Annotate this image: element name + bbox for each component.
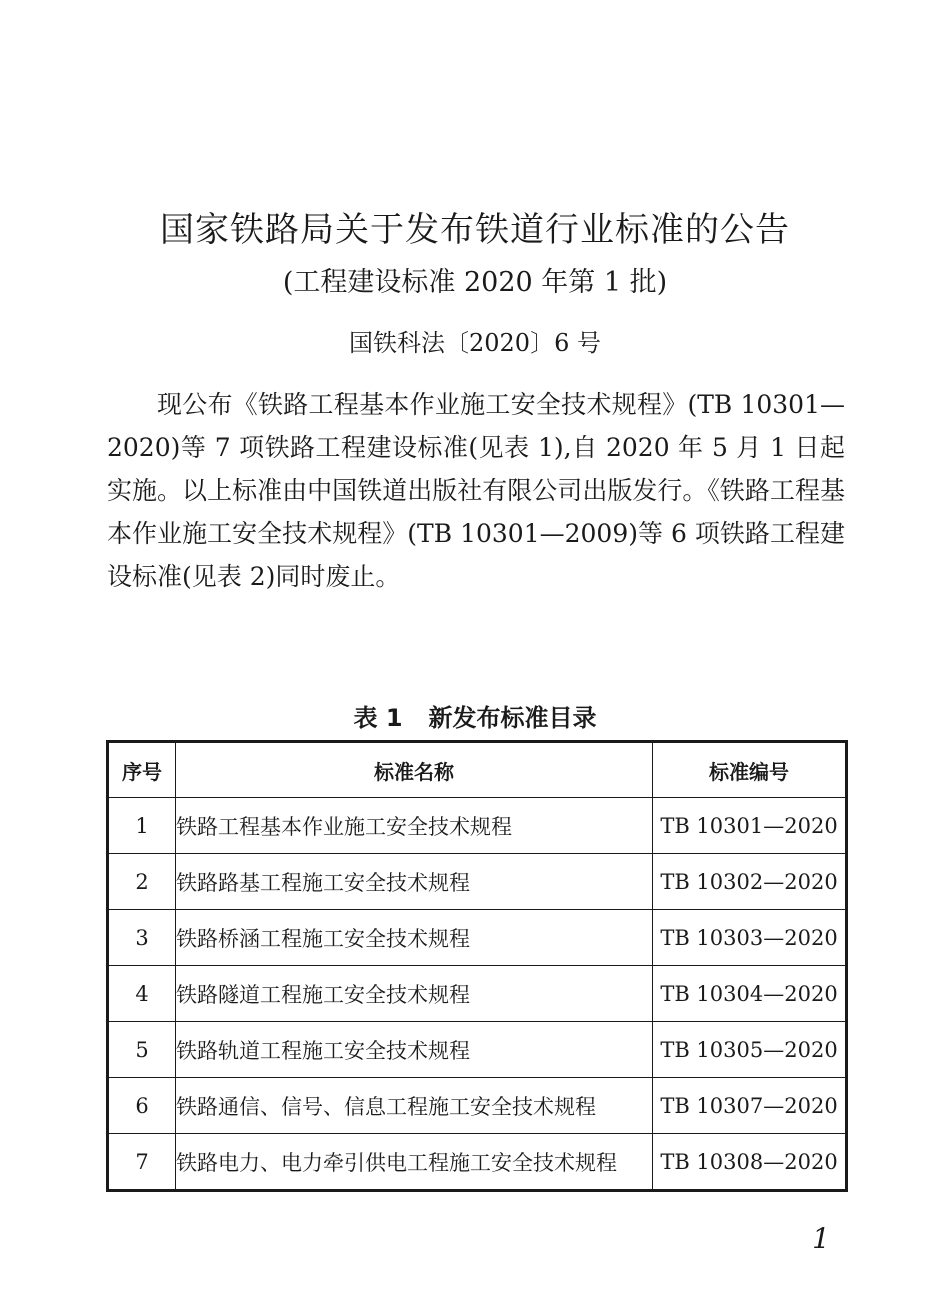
cell-standard-name: 铁路桥涵工程施工安全技术规程 — [176, 910, 653, 966]
cell-serial: 5 — [108, 1022, 176, 1078]
cell-serial: 1 — [108, 798, 176, 854]
table-caption-number: 表 1 — [353, 704, 403, 732]
cell-serial: 2 — [108, 854, 176, 910]
cell-standard-name: 铁路电力、电力牵引供电工程施工安全技术规程 — [176, 1134, 653, 1191]
cell-standard-name: 铁路工程基本作业施工安全技术规程 — [176, 798, 653, 854]
cell-serial: 4 — [108, 966, 176, 1022]
header-standard-name: 标准名称 — [176, 742, 653, 798]
cell-standard-code: TB 10301—2020 — [653, 798, 847, 854]
table-row — [108, 1134, 847, 1191]
table-row — [108, 966, 847, 1022]
cell-standard-code: TB 10308—2020 — [653, 1134, 847, 1191]
table-row — [108, 854, 847, 910]
cell-standard-code: TB 10302—2020 — [653, 854, 847, 910]
cell-standard-code: TB 10307—2020 — [653, 1078, 847, 1134]
cell-standard-code: TB 10303—2020 — [653, 910, 847, 966]
cell-standard-code: TB 10304—2020 — [653, 966, 847, 1022]
cell-serial: 7 — [108, 1134, 176, 1191]
table-row — [108, 798, 847, 854]
notice-body: 现公布《铁路工程基本作业施工安全技术规程》(TB 10301—2020)等 7 项铁路工程建设标准(见表 1),自 2020 年 5 月 1 日起实施。以上标准由中国铁道出版社有限公司出版发行。《铁路工程基本作业施工安全技术规程》(TB 10301—2009)等 6 项铁路工程建设标准(见表 2)同时废止。 — [107, 390, 845, 591]
document-number: 国铁科法〔2020〕6 号 — [349, 329, 601, 357]
table-caption-title: 新发布标准目录 — [428, 704, 597, 732]
cell-standard-name: 铁路通信、信号、信息工程施工安全技术规程 — [176, 1078, 653, 1134]
table-row — [108, 910, 847, 966]
cell-serial: 3 — [108, 910, 176, 966]
notice-title: 国家铁路局关于发布铁道行业标准的公告 — [160, 210, 790, 250]
cell-standard-name: 铁路隧道工程施工安全技术规程 — [176, 966, 653, 1022]
standards-table — [106, 740, 848, 1192]
header-serial: 序号 — [108, 742, 176, 798]
cell-standard-code: TB 10305—2020 — [653, 1022, 847, 1078]
table-header-row — [108, 742, 847, 798]
cell-standard-name: 铁路轨道工程施工安全技术规程 — [176, 1022, 653, 1078]
cell-serial: 6 — [108, 1078, 176, 1134]
table-row — [108, 1022, 847, 1078]
table-caption — [0, 700, 950, 736]
header-standard-code: 标准编号 — [653, 742, 847, 798]
notice-subtitle: (工程建设标准 2020 年第 1 批) — [282, 267, 668, 298]
page-number: 1 — [812, 1222, 830, 1255]
cell-standard-name: 铁路路基工程施工安全技术规程 — [176, 854, 653, 910]
table-row — [108, 1078, 847, 1134]
